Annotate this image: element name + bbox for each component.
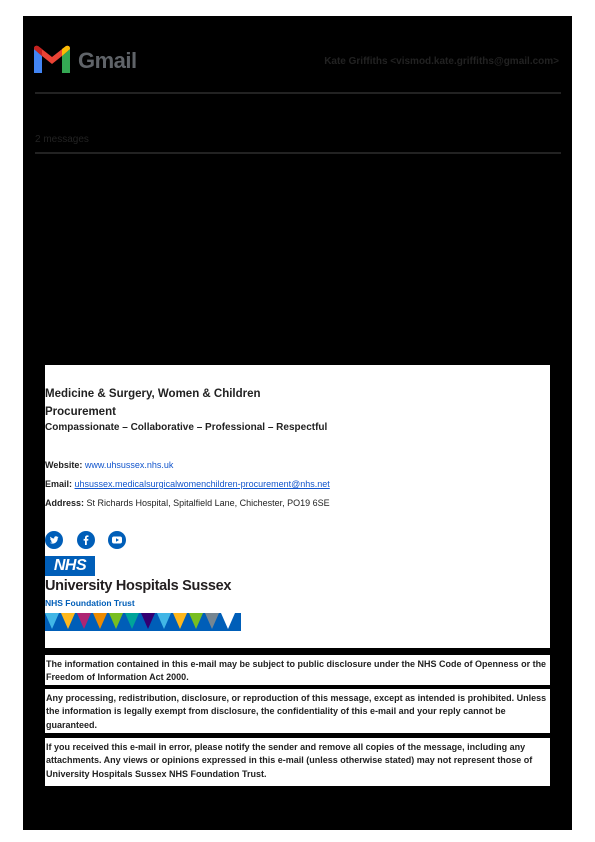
twitter-icon[interactable] [45, 531, 63, 549]
email-signature [45, 365, 550, 648]
email-print-page [23, 16, 572, 830]
thread-divider [35, 152, 561, 154]
nhs-colour-stripe [45, 613, 241, 631]
website-link[interactable]: www.uhsussex.nhs.uk [84, 460, 174, 470]
disclaimer-text: Any processing, redistribution, disclosure, or reproduction of this message, except as intended is prohibited. Unless the information is legally exempt from disclosure, the confidentiality of this e-mail and your reply cannot be guaranteed. [46, 693, 547, 730]
gmail-wordmark: Gmail [78, 48, 137, 73]
disclaimer-text: If you received this e-mail in error, please notify the sender and remove all copies of the message, including any attachments. Any views or opinions expressed in this e-mail (unless otherwise stated) may not represent those of University Hospitals Sussex NHS Foundation Trust. [46, 742, 533, 779]
nhs-logo [45, 556, 95, 576]
address-value: St Richards Hospital, Spitalfield Lane, Chichester, PO19 6SE [86, 498, 330, 508]
department-name [45, 385, 261, 421]
website-label: Website: [45, 460, 83, 470]
facebook-icon[interactable] [77, 531, 95, 549]
gmail-logo-icon [34, 45, 70, 73]
address-row [45, 498, 330, 509]
message-count: 2 messages [35, 134, 89, 145]
disclaimer-confidentiality [45, 689, 550, 733]
account-name: Kate Griffiths <vismod.kate.griffiths@gmail.com> [324, 56, 559, 67]
department-line-1: Medicine & Surgery, Women & Children [45, 388, 261, 400]
email-label: Email: [45, 479, 73, 489]
trust-name: University Hospitals Sussex [45, 578, 232, 594]
disclaimer-foi [45, 655, 550, 685]
nhs-logo-text: NHS [53, 557, 87, 574]
trust-subtitle: NHS Foundation Trust [45, 598, 135, 608]
header-divider [35, 92, 561, 94]
address-label: Address: [45, 498, 85, 508]
website-row [45, 460, 173, 471]
trust-values: Compassionate – Collaborative – Professional – Respectful [45, 422, 328, 433]
youtube-icon[interactable] [108, 531, 126, 549]
email-row [45, 479, 330, 490]
department-line-2: Procurement [45, 406, 116, 418]
email-link[interactable]: uhsussex.medicalsurgicalwomenchildren-procurement@nhs.net [74, 479, 330, 489]
disclaimer-text: The information contained in this e-mail may be subject to public disclosure under the NHS Code of Openness or the Freedom of Information Act 2000. [46, 659, 547, 683]
disclaimer-error [45, 738, 550, 786]
